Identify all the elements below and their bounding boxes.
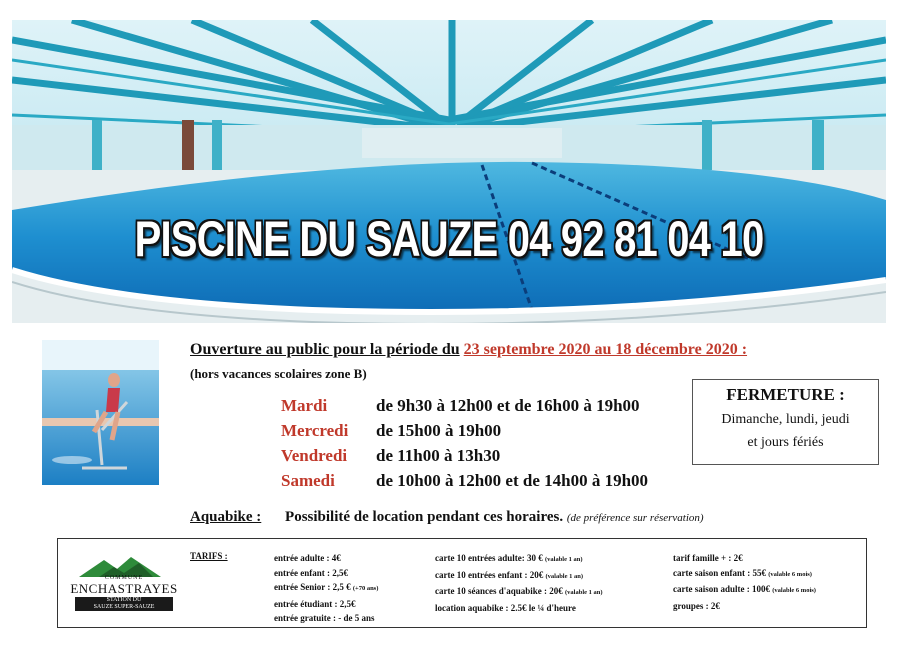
aquabike-label: Aquabike : — [190, 509, 262, 525]
schedule-row — [281, 446, 648, 471]
opening-prefix: Ouverture au public pour la période du — [190, 341, 460, 358]
logo-commune: COMMUNE — [104, 575, 144, 581]
pool-illustration — [12, 20, 886, 323]
schedule-row — [281, 421, 648, 446]
logo-band — [75, 597, 173, 611]
aquabike-note: (de préférence sur réservation) — [566, 512, 704, 524]
tariff-item: entrée étudiant : 2,5€ — [274, 598, 356, 609]
closing-days: Dimanche, lundi, jeudi — [721, 412, 850, 427]
opening-schedule — [281, 396, 648, 496]
closing-box — [692, 379, 879, 465]
aquabike-text: Possibilité de location pendant ces horaires. — [285, 509, 564, 525]
opening-subtitle: (hors vacances scolaires zone B) — [190, 366, 367, 381]
opening-dates: 23 septembre 2020 au 18 décembre 2020 : — [463, 341, 748, 358]
opening-period — [190, 341, 747, 359]
tariff-note: (valable 6 mois) — [772, 587, 816, 594]
logo-band-line2: SAUZE SUPER-SAUZE — [93, 604, 155, 610]
tariffs-label: TARIFS : — [190, 551, 228, 561]
schedule-row — [281, 471, 648, 496]
tariff-item: location aquabike : 2.5€ le ¼ d'heure — [435, 602, 576, 613]
pool-title: PISCINE DU SAUZE 04 92 81 04 10 — [134, 211, 764, 267]
tariff-item: carte 10 entrées enfant : 20€ (valable 1 an) — [435, 569, 584, 580]
tariff-note: (valable 1 an) — [565, 589, 603, 596]
aquabike-illustration — [42, 340, 159, 485]
schedule-day: Samedi — [281, 471, 335, 490]
tariff-note: (valable 1 an) — [544, 556, 583, 563]
schedule-hours: de 10h00 à 12h00 et de 14h00 à 19h00 — [376, 471, 649, 490]
tariff-item: carte 10 entrées adulte: 30 € (valable 1 an) — [435, 553, 583, 563]
logo-band-line1: STATION DU — [106, 597, 142, 603]
tariff-item: entrée adulte : 4€ — [274, 553, 341, 563]
tariff-note: (valable 1 an) — [545, 572, 584, 580]
closing-title: FERMETURE : — [726, 385, 845, 404]
tariff-item: carte 10 séances d'aquabike : 20€ (valable 1 an) — [435, 586, 603, 596]
logo-name: ENCHASTRAYES — [70, 581, 178, 596]
schedule-day: Mercredi — [281, 421, 349, 440]
tariff-item: carte saison adulte : 100€ (valable 6 mois) — [673, 584, 816, 594]
tariff-item: entrée gratuite : - de 5 ans — [274, 613, 375, 623]
schedule-day: Mardi — [281, 396, 328, 415]
closing-holidays: et jours fériés — [747, 435, 824, 450]
pool-hero-image — [12, 20, 886, 323]
tariffs-cards — [435, 551, 603, 615]
schedule-hours: de 15h00 à 19h00 — [376, 421, 502, 440]
tariff-item: entrée enfant : 2,5€ — [274, 567, 348, 578]
tariffs-season — [673, 551, 816, 613]
tariff-item: carte saison enfant : 55€ (valable 6 mois) — [673, 567, 812, 578]
schedule-hours: de 9h30 à 12h00 et de 16h00 à 19h00 — [376, 396, 640, 415]
tariff-item: tarif famille + : 2€ — [673, 553, 743, 563]
schedule-day: Vendredi — [281, 446, 348, 465]
commune-logo — [69, 555, 179, 613]
tariff-item: groupes : 2€ — [673, 600, 720, 611]
tariff-note: (+70 ans) — [352, 585, 379, 592]
schedule-row — [281, 396, 648, 421]
schedule-hours: de 11h00 à 13h30 — [376, 446, 501, 465]
tariff-item: entrée Senior : 2,5 € (+70 ans) — [274, 582, 379, 592]
aquabike-info — [190, 509, 704, 526]
tariffs-box — [57, 538, 867, 628]
tariff-note: (valable 6 mois) — [768, 570, 812, 578]
tariffs-entries — [274, 551, 378, 626]
aquabike-photo — [42, 340, 159, 485]
